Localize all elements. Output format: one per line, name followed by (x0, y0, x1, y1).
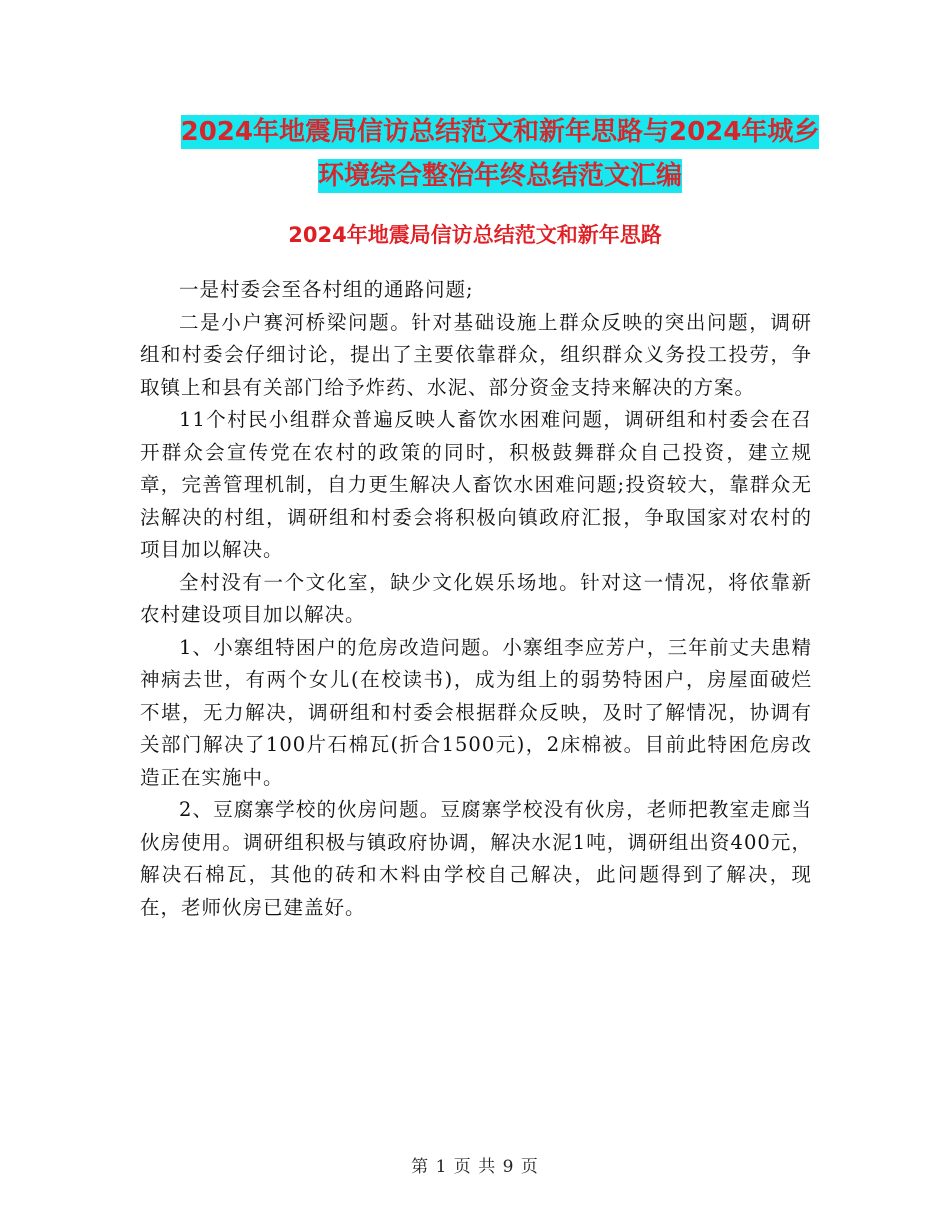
paragraph-3: 11个村民小组群众普遍反映人畜饮水困难问题，调研组和村委会在召开群众会宣传党在农村的政策的同时，积极鼓舞群众自己投资，建立规章，完善管理机制，自力更生解决人畜饮水困难问题;投资较大，靠群众无法解决的村组，调研组和村委会将积极向镇政府汇报，争取国家对农村的项目加以解决。 (140, 408, 812, 561)
paragraph-6: 2、豆腐寨学校的伙房问题。豆腐寨学校没有伙房，老师把教室走廊当伙房使用。调研组积极与镇政府协调，解决水泥1吨，调研组出资400元，解决石棉瓦，其他的砖和木料由学校自己解决，此问题得到了解决，现在，老师伙房已建盖好。 (140, 798, 812, 919)
document-title (140, 110, 860, 198)
document-body (140, 274, 812, 924)
paragraph-5: 1、小寨组特困户的危房改造问题。小寨组李应芳户，三年前丈夫患精神病去世，有两个女儿(在校读书)，成为组上的弱势特困户，房屋面破烂不堪，无力解决，调研组和村委会根据群众反映，及时了解情况，协调有关部门解决了100片石棉瓦(折合1500元)，2床棉被。目前此特困危房改造正在实施中。 (140, 635, 812, 789)
section-title: 2024年地震局信访总结范文和新年思路 (288, 223, 662, 247)
paragraph-4: 全村没有一个文化室，缺少文化娱乐场地。针对这一情况，将依靠新农村建设项目加以解决。 (140, 570, 812, 626)
paragraph-1: 一是村委会至各村组的通路问题; (179, 278, 474, 301)
title-line-1: 2024年地震局信访总结范文和新年思路与2024年城乡 (180, 117, 820, 147)
title-line-2: 环境综合整治年终总结范文汇编 (317, 161, 682, 191)
paragraph-2: 二是小户赛河桥梁问题。针对基础设施上群众反映的突出问题，调研组和村委会仔细讨论，提出了主要依靠群众，组织群众义务投工投劳，争取镇上和县有关部门给予炸药、水泥、部分资金支持来解决的方案。 (140, 310, 812, 399)
page-footer: 第 1 页 共 9 页 (411, 1157, 539, 1177)
